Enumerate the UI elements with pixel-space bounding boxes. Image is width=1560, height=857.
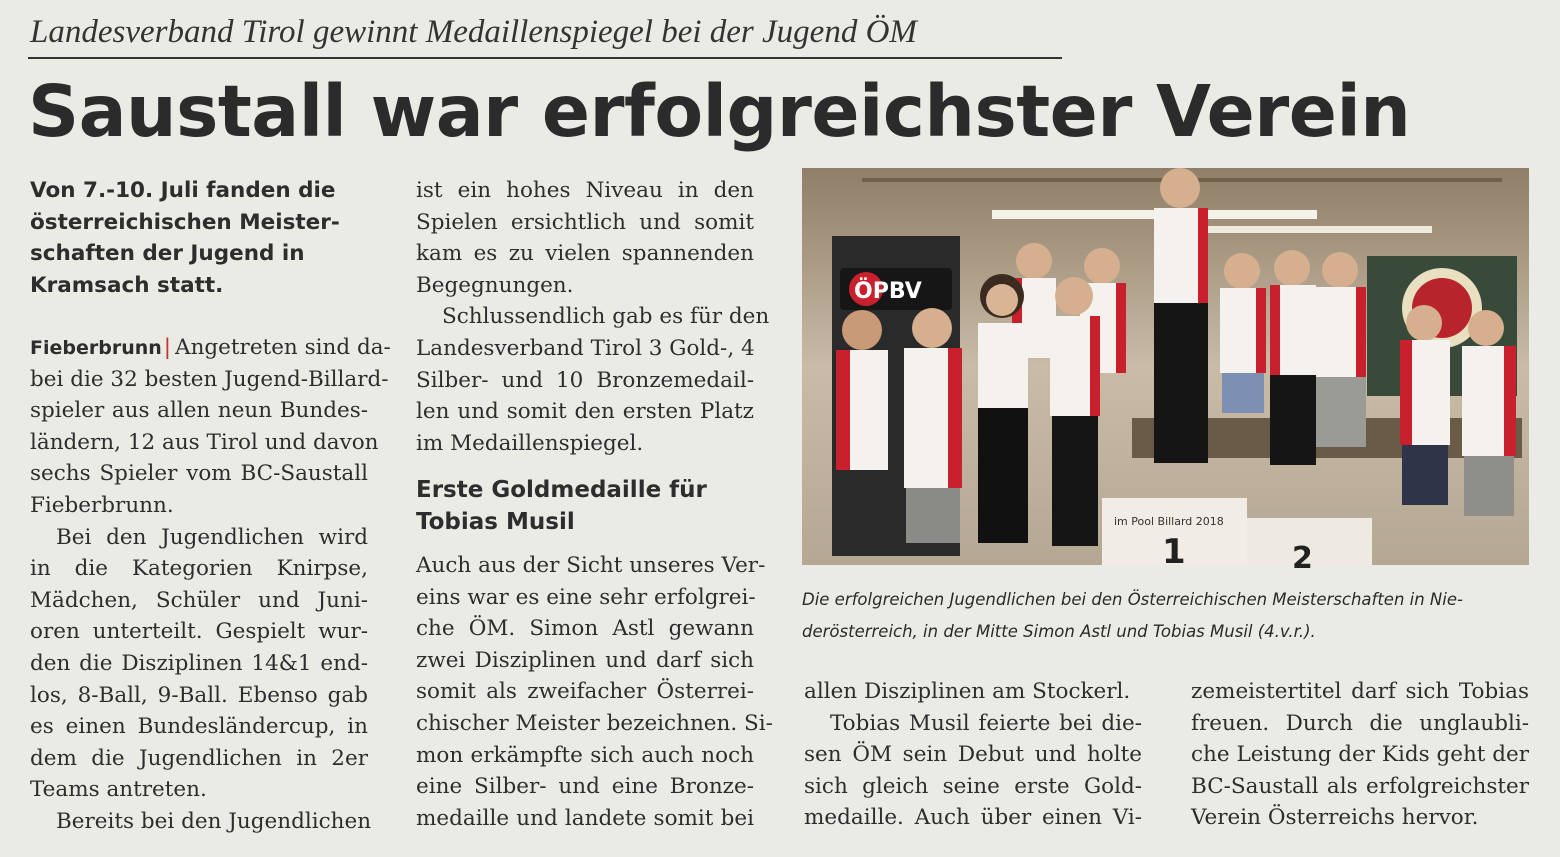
subheading-line: Erste Goldmedaille für — [416, 477, 707, 503]
text-line: BC-Saustall als erfolgreichster — [1191, 773, 1529, 799]
text-line: Fieberbrunn. — [30, 492, 174, 518]
banner-text: ÖPBV — [854, 279, 922, 304]
podium-number-1: 1 — [1162, 532, 1186, 572]
text-line: Mädchen, Schüler und Juni- — [30, 587, 368, 613]
text-line: Landesverband Tirol 3 Gold-, 4 — [416, 335, 755, 361]
photo-caption — [802, 584, 1529, 647]
text-line: freuen. Durch die unglaubli- — [1191, 710, 1529, 736]
subheading-line: Tobias Musil — [416, 509, 575, 535]
lead-line: schaften der Jugend in — [30, 241, 305, 267]
text-line: che Leistung der Kids geht der — [1191, 742, 1530, 768]
text-line: sechs Spieler vom BC-Saustall — [30, 461, 368, 487]
text-line: chischer Meister bezeichnen. Si- — [416, 710, 773, 736]
text-line: kam es zu vielen spannenden — [416, 241, 754, 267]
text-line: medaille und landete somit bei — [416, 805, 754, 831]
lead-line: Von 7.-10. Juli fanden die — [30, 178, 336, 203]
lead-paragraph — [30, 175, 368, 301]
text-line: Fieberbrunn| Angetreten sind da- — [30, 335, 391, 360]
lead-line: österreichischen Meister- — [30, 209, 340, 235]
body-text-col2a — [416, 175, 770, 459]
text-line: Silber- und 10 Bronzemedail- — [416, 367, 754, 393]
text-line: ist ein hohes Niveau in den — [416, 178, 754, 203]
lead-line: Kramsach statt. — [30, 272, 224, 298]
text-line: los, 8-Ball, 9-Ball. Ebenso gab — [30, 682, 368, 708]
text-line: medaille. Auch über einen Vi- — [804, 805, 1142, 831]
text-line: sich gleich seine erste Gold- — [804, 773, 1142, 799]
text-line: zemeistertitel darf sich Tobias — [1191, 679, 1529, 704]
text-line: Spielen ersichtlich und somit — [416, 209, 754, 235]
text-line: Auch aus der Sicht unseres Ver- — [416, 553, 766, 578]
text-line: somit als zweifacher Österrei- — [416, 679, 754, 705]
text-line: eine Silber- und eine Bronze- — [416, 774, 754, 800]
text-line: eins war es eine sehr erfolgrei- — [416, 584, 756, 610]
text-line: mon erkämpfte sich auch noch — [416, 742, 754, 768]
subheading — [416, 474, 754, 538]
text-line: den die Disziplinen 14&1 end- — [30, 650, 368, 676]
text-line: ländern, 12 aus Tirol und davon — [30, 429, 379, 455]
text-line: len und somit den ersten Platz — [416, 399, 754, 425]
text-line: Teams antreten. — [30, 777, 207, 803]
text-line: bei die 32 besten Jugend-Billard- — [30, 366, 389, 392]
dateline-separator: | — [163, 335, 172, 360]
text-line: im Medaillenspiegel. — [416, 430, 644, 456]
text-line: oren unterteilt. Gespielt wur- — [30, 619, 368, 645]
caption-line: derösterreich, in der Mitte Simon Astl und Tobias Musil (4.v.r.). — [802, 621, 1316, 641]
text-line: Verein Österreichs hervor. — [1191, 805, 1479, 831]
text-line: es einen Bundesländercup, in — [30, 714, 368, 740]
body-text-col2b — [416, 550, 773, 834]
podium-number-2: 2 — [1292, 541, 1313, 576]
body-text-col4 — [1191, 676, 1529, 834]
text-line: sen ÖM sein Debut und holte — [804, 742, 1142, 768]
podium-text: im Pool Billard 2018 — [1114, 515, 1224, 528]
text-line: dem die Jugendlichen in 2er — [30, 745, 368, 771]
text-line: Bereits bei den Jugendlichen — [56, 808, 372, 834]
text-line: spieler aus allen neun Bundes- — [30, 398, 368, 424]
text-line: Tobias Musil feierte bei die- — [830, 710, 1142, 736]
text-line: Begegnungen. — [416, 272, 574, 298]
kicker: Landesverband Tirol gewinnt Medaillenspiegel bei der Jugend ÖM — [30, 14, 917, 50]
text-line: Schlussendlich gab es für den — [442, 304, 770, 330]
team-photo-illustration — [802, 168, 1529, 576]
team-photo — [802, 168, 1529, 576]
dateline: Fieberbrunn — [30, 337, 162, 359]
kicker-rule — [28, 57, 1062, 59]
text-line: che ÖM. Simon Astl gewann — [416, 616, 754, 642]
text-line: in die Kategorien Knirpse, — [30, 556, 368, 582]
headline: Saustall war erfolgreichster Verein — [28, 70, 1411, 153]
caption-line: Die erfolgreichen Jugendlichen bei den Österreichischen Meisterschaften in Nie- — [802, 590, 1463, 609]
text-line: allen Disziplinen am Stockerl. — [804, 679, 1131, 704]
body-text-col3 — [804, 676, 1142, 834]
text-line: Bei den Jugendlichen wird — [56, 524, 368, 550]
text-line: zwei Disziplinen und darf sich — [416, 647, 754, 673]
body-text-col1 — [30, 332, 391, 838]
